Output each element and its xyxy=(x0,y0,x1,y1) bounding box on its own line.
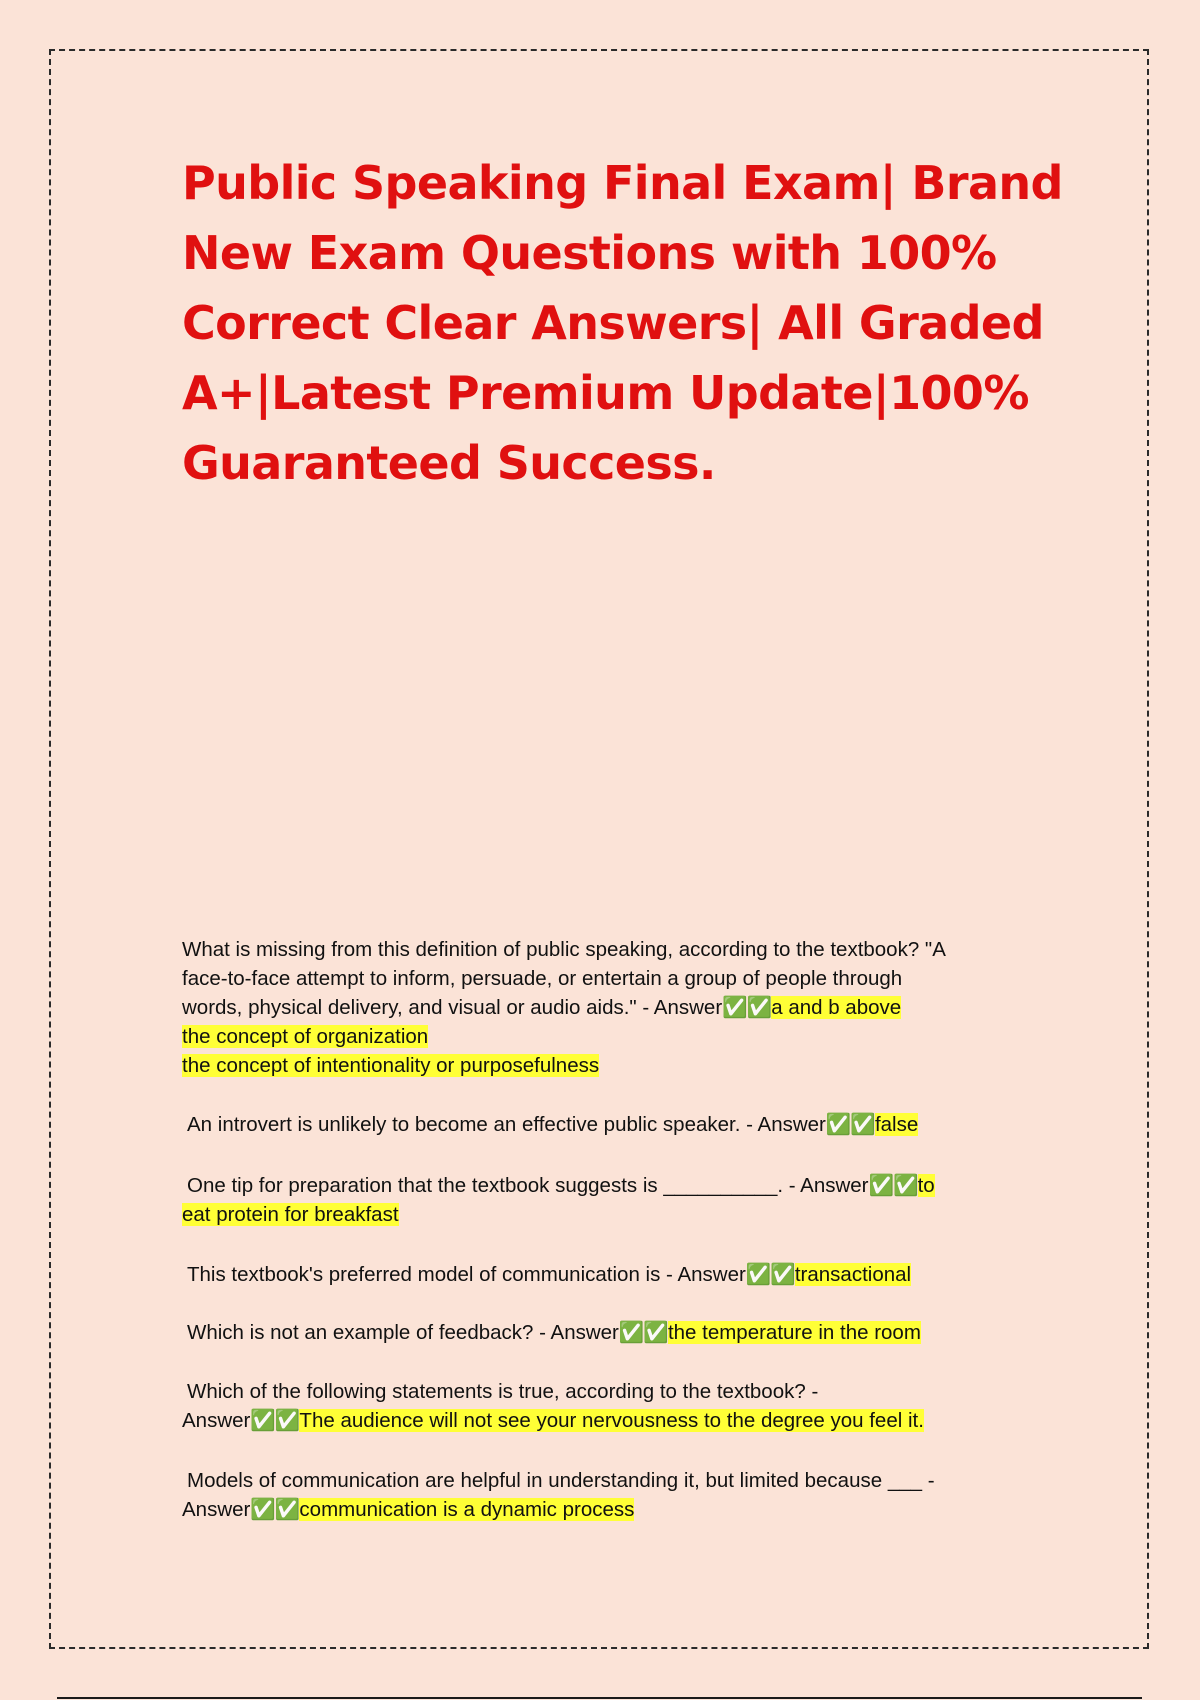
answer-label: Answer xyxy=(757,1113,826,1136)
answer-text: a and b above xyxy=(771,996,902,1019)
answer-text: to xyxy=(917,1174,935,1197)
answer-text: false xyxy=(874,1113,919,1136)
answer-text: eat protein for breakfast xyxy=(182,1203,399,1226)
qa-item xyxy=(182,935,1052,1080)
question-line: Which of the following statements is true, according to the textbook? - xyxy=(187,1380,819,1403)
question-line xyxy=(182,1406,1052,1435)
answer-text: transactional xyxy=(794,1263,912,1286)
question-line: Models of communication are helpful in understanding it, but limited because ___ - xyxy=(187,1469,935,1492)
answer-label: Answer xyxy=(182,1409,251,1432)
footer-rule xyxy=(57,1697,1142,1699)
answer-label: Answer xyxy=(550,1321,619,1344)
title-line: Correct Clear Answers| All Graded xyxy=(182,296,1044,350)
double-check-icon: ✅✅ xyxy=(722,996,772,1019)
question-line: face-to-face attempt to inform, persuade, or entertain a group of people through xyxy=(182,967,903,990)
title-line: A+|Latest Premium Update|100% xyxy=(182,366,1029,420)
answer-label: Answer xyxy=(182,1498,251,1521)
answer-label: Answer xyxy=(800,1174,869,1197)
qa-item xyxy=(182,1318,1052,1347)
answer-text: communication is a dynamic process xyxy=(299,1498,635,1521)
title-line: Public Speaking Final Exam| Brand xyxy=(182,156,1063,210)
qa-item xyxy=(182,1377,1052,1435)
document-title xyxy=(182,148,1082,498)
double-check-icon: ✅✅ xyxy=(250,1409,300,1432)
double-check-icon: ✅✅ xyxy=(745,1263,795,1286)
qa-item xyxy=(182,1110,1052,1139)
qa-item xyxy=(182,1260,1052,1289)
question-line: What is missing from this definition of public speaking, according to the textbook? "A xyxy=(182,938,946,961)
double-check-icon: ✅✅ xyxy=(618,1321,668,1344)
question-line: words, physical delivery, and visual or audio aids." - Answer✅✅a and b above xyxy=(182,996,902,1019)
double-check-icon: ✅✅ xyxy=(868,1174,918,1197)
question-line: This textbook's preferred model of communication is - Answer✅✅transactional xyxy=(187,1263,912,1286)
answer-text: The audience will not see your nervousness to the degree you feel it. xyxy=(299,1409,924,1432)
answer-label: Answer xyxy=(677,1263,746,1286)
double-check-icon: ✅✅ xyxy=(825,1113,875,1136)
question-line: Which is not an example of feedback? - Answer✅✅the temperature in the room xyxy=(187,1321,921,1344)
answer-text: the concept of intentionality or purposefulness xyxy=(182,1054,600,1077)
double-check-icon: ✅✅ xyxy=(250,1498,300,1521)
qa-item xyxy=(182,1171,1052,1229)
question-line xyxy=(182,1495,1052,1524)
answer-label: Answer xyxy=(653,996,723,1019)
answer-text: the concept of organization xyxy=(182,1025,429,1048)
question-line: One tip for preparation that the textbook suggests is __________. - Answer✅✅to xyxy=(187,1174,935,1197)
title-line: New Exam Questions with 100% xyxy=(182,226,997,280)
title-line: Guaranteed Success. xyxy=(182,436,716,490)
question-line: An introvert is unlikely to become an effective public speaker. - Answer✅✅false xyxy=(187,1113,919,1136)
qa-item xyxy=(182,1466,1052,1524)
answer-text: the temperature in the room xyxy=(667,1321,921,1344)
